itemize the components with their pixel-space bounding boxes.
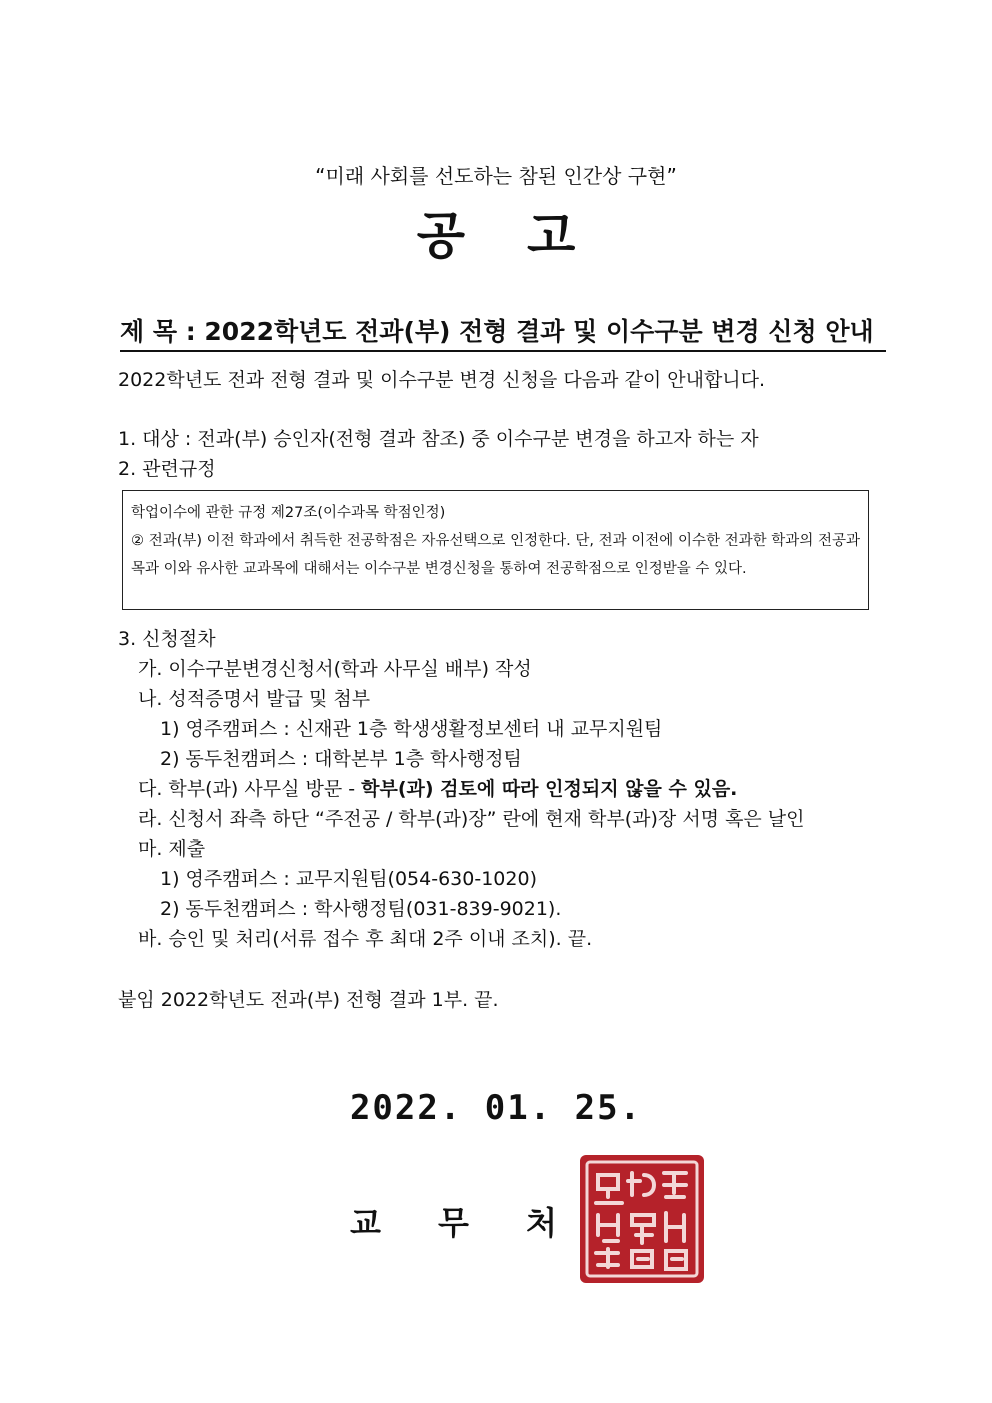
issuer-char: 무 xyxy=(438,1204,469,1242)
intro-text: 2022학년도 전과 전형 결과 및 이수구분 변경 신청을 다음과 같이 안내합니다. xyxy=(118,369,766,391)
procedure-da-prefix: 다. 학부(과) 사무실 방문 - xyxy=(138,778,362,800)
subject-underline xyxy=(120,350,886,352)
official-seal xyxy=(578,1153,706,1285)
procedure-ba: 바. 승인 및 처리(서류 접수 후 최대 2주 이내 조치). 끝. xyxy=(138,928,593,950)
notice-title: 공고 xyxy=(416,207,638,265)
procedure-ga: 가. 이수구분변경신청서(학과 사무실 배부) 작성 xyxy=(138,658,532,680)
regulation-body: ② 전과(부) 이전 학과에서 취득한 전공학점은 자유선택으로 인정한다. 단, 전과 이전에 이수한 전과한 학과의 전공과목과 이와 유사한 교과목에 대해서는 이수구분 변경신청을 통하여 전공학점으로 인정받을 수 있다. xyxy=(131,533,860,577)
issuer-char: 처 xyxy=(526,1204,557,1242)
regulation-title: 학업이수에 관한 규정 제27조(이수과목 학점인정) xyxy=(131,505,446,521)
procedure-ra: 라. 신청서 좌측 하단 “주전공 / 학부(과)장” 란에 현재 학부(과)장 서명 혹은 날인 xyxy=(138,808,805,830)
subject-line: 제 목 : 2022학년도 전과(부) 전형 결과 및 이수구분 변경 신청 안내 xyxy=(120,317,874,346)
procedure-ma: 마. 제출 xyxy=(138,838,206,860)
item-target: 1. 대상 : 전과(부) 승인자(전형 결과 참조) 중 이수구분 변경을 하고자 하는 자 xyxy=(118,428,759,450)
procedure-na-2: 2) 동두천캠퍼스 : 대학본부 1층 학사행정팀 xyxy=(160,748,522,770)
regulation-box xyxy=(122,490,869,610)
procedure-ma-2: 2) 동두천캠퍼스 : 학사행정팀(031-839-9021). xyxy=(160,898,562,920)
issue-date: 2022. 01. 25. xyxy=(349,1088,643,1128)
procedure-da-warning: 학부(과) 검토에 따라 인정되지 않을 수 있음. xyxy=(361,778,738,800)
procedure-na: 나. 성적증명서 발급 및 첨부 xyxy=(138,688,371,710)
motto: “미래 사회를 선도하는 참된 인간상 구현” xyxy=(315,164,677,188)
procedure-ma-1: 1) 영주캠퍼스 : 교무지원팀(054-630-1020) xyxy=(160,868,537,890)
issuer-char: 교 xyxy=(350,1204,381,1242)
procedure-heading: 3. 신청절차 xyxy=(118,628,216,650)
item-regulation-heading: 2. 관련규정 xyxy=(118,458,216,480)
procedure-da xyxy=(138,774,737,801)
procedure-na-1: 1) 영주캠퍼스 : 신재관 1층 학생생활정보센터 내 교무지원팀 xyxy=(160,718,663,740)
attachment-line: 붙임 2022학년도 전과(부) 전형 결과 1부. 끝. xyxy=(118,989,499,1011)
